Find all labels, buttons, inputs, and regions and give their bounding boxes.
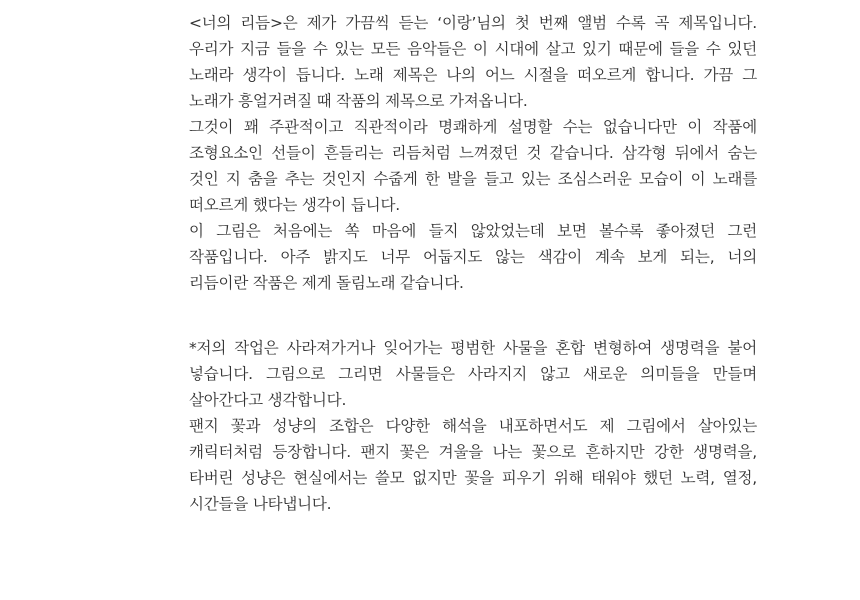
text-line: 노래가 흥얼거려질 때 작품의 제목으로 가져옵니다.	[189, 92, 528, 110]
text-line: 리듬이란 작품은 제게 돌림노래 같습니다.	[189, 274, 464, 292]
text-line: 팬지 꽃과 성냥의 조합은 다양한 해석을 내포하면서도 제 그림에서 살아있는	[189, 417, 757, 435]
text-line: <너의 리듬>은 제가 가끔씩 듣는 ‘이랑’님의 첫 번째 앨범 수록 곡 제목입니다.	[189, 14, 757, 32]
text-line: 작품입니다. 아주 밝지도 너무 어둡지도 않는 색감이 계속 보게 되는, 너의	[189, 248, 757, 266]
paragraph-1	[189, 10, 757, 114]
text-line: *저의 작업은 사라져가거나 잊어가는 평범한 사물을 혼합 변형하여 생명력을 불어	[189, 339, 757, 357]
paragraph-spacer	[189, 296, 757, 335]
text-line: 우리가 지금 들을 수 있는 모든 음악들은 이 시대에 살고 있기 때문에 들을 수 있던	[189, 40, 757, 58]
text-line: 타버린 성냥은 현실에서는 쓸모 없지만 꽃을 피우기 위해 태워야 했던 노력, 열정,	[189, 469, 757, 487]
text-line: 캐릭터처럼 등장합니다. 팬지 꽃은 겨울을 나는 꽃으로 흔하지만 강한 생명력을,	[189, 443, 757, 461]
text-line: 살아간다고 생각합니다.	[189, 391, 347, 409]
paragraph-5	[189, 413, 757, 517]
paragraph-2	[189, 114, 757, 218]
text-line: 그것이 꽤 주관적이고 직관적이라 명쾌하게 설명할 수는 없습니다만 이 작품에	[189, 118, 758, 136]
text-line: 것인 지 춤을 추는 것인지 수줍게 한 발을 들고 있는 조심스러운 모습이 이 노래를	[189, 170, 757, 188]
text-line: 노래라 생각이 듭니다. 노래 제목은 나의 어느 시절을 떠오르게 합니다. 가끔 그	[189, 66, 757, 84]
text-line: 떠오르게 했다는 생각이 듭니다.	[189, 196, 400, 214]
text-line: 시간들을 나타냅니다.	[189, 495, 332, 513]
text-line: 조형요소인 선들이 흔들리는 리듬처럼 느껴졌던 것 같습니다. 삼각형 뒤에서 숨는	[189, 144, 757, 162]
text-line: 이 그림은 처음에는 쏙 마음에 들지 않았었는데 보면 볼수록 좋아졌던 그런	[189, 222, 757, 240]
document-body	[189, 10, 757, 517]
paragraph-4	[189, 335, 757, 413]
paragraph-3	[189, 218, 757, 296]
text-line: 넣습니다. 그림으로 그리면 사물들은 사라지지 않고 새로운 의미들을 만들며	[189, 365, 757, 383]
